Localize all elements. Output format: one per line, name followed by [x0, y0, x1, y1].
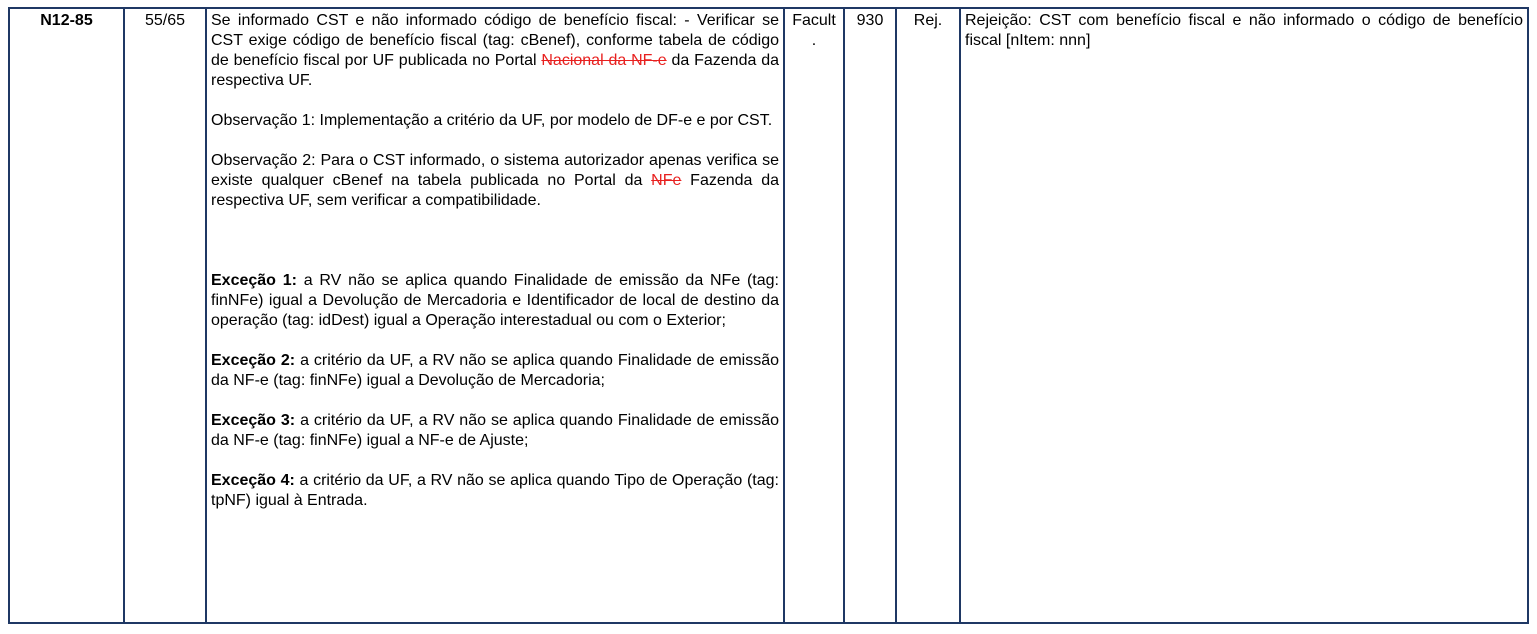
rejection-code-cell: [844, 8, 896, 623]
application-value: Facult .: [792, 12, 836, 49]
exception-1: [211, 271, 779, 331]
exception-text: a RV não se aplica quando Finalidade de emissão da NFe (tag: finNFe) igual a Devolução de Mercadoria e Identificador de local de destino da operação (tag: idDest) igual a Operação interestadual ou com o Exterior;: [211, 272, 779, 329]
rule-id: N12-85: [40, 12, 93, 29]
effect-cell: [896, 8, 960, 623]
rejection-message: Rejeição: CST com benefício fiscal e não informado o código de benefício fiscal [nItem: nnn]: [965, 12, 1523, 49]
effect-value: Rej.: [913, 12, 943, 29]
description-cell: [206, 8, 784, 623]
exception-4: [211, 471, 779, 511]
table-row: [9, 8, 1528, 623]
deleted-text: Nacional da NF-e: [541, 52, 667, 69]
observation-2: [211, 151, 779, 211]
exception-label: Exceção 1:: [211, 272, 297, 289]
exception-text: a critério da UF, a RV não se aplica quando Finalidade de emissão da NF-e (tag: finNFe) igual a NF-e de Ajuste;: [211, 412, 780, 449]
message-cell: [960, 8, 1528, 623]
rejection-code: 930: [856, 12, 884, 29]
observation-2-text: Observação 2: Para o CST informado, o sistema autorizador apenas verifica se existe qualquer cBenef na tabela publicada no Portal da: [211, 152, 779, 189]
description-text: Se informado CST e não informado código de benefício fiscal: - Verificar se CST exige código de benefício fiscal (tag: cBenef), conforme tabela de código de benefício fiscal por UF publicada no Portal: [211, 12, 779, 69]
rule-id-cell: [9, 8, 124, 623]
model-versions: 55/65: [144, 12, 186, 29]
exception-label: Exceção 4:: [211, 472, 295, 489]
validation-rules-table: [8, 7, 1529, 624]
model-versions-cell: [124, 8, 206, 623]
deleted-text: NFe: [651, 172, 682, 189]
observation-1: Observação 1: Implementação a critério da UF, por modelo de DF-e e por CST.: [211, 112, 773, 129]
exception-label: Exceção 3:: [211, 412, 296, 429]
exception-2: [211, 351, 779, 391]
exception-label: Exceção 2:: [211, 352, 296, 369]
exception-3: [211, 411, 779, 451]
exception-text: a critério da UF, a RV não se aplica quando Finalidade de emissão da NF-e (tag: finNFe) igual a Devolução de Mercadoria;: [211, 352, 780, 389]
description-main-paragraph: [211, 11, 779, 91]
description-text: da Fazenda da respectiva UF.: [211, 52, 780, 89]
exception-text: a critério da UF, a RV não se aplica quando Tipo de Operação (tag: tpNF) igual à Entrada.: [211, 472, 779, 509]
observation-2-text: Fazenda da respectiva UF, sem verificar a compatibilidade.: [211, 172, 780, 209]
application-cell: [784, 8, 844, 623]
